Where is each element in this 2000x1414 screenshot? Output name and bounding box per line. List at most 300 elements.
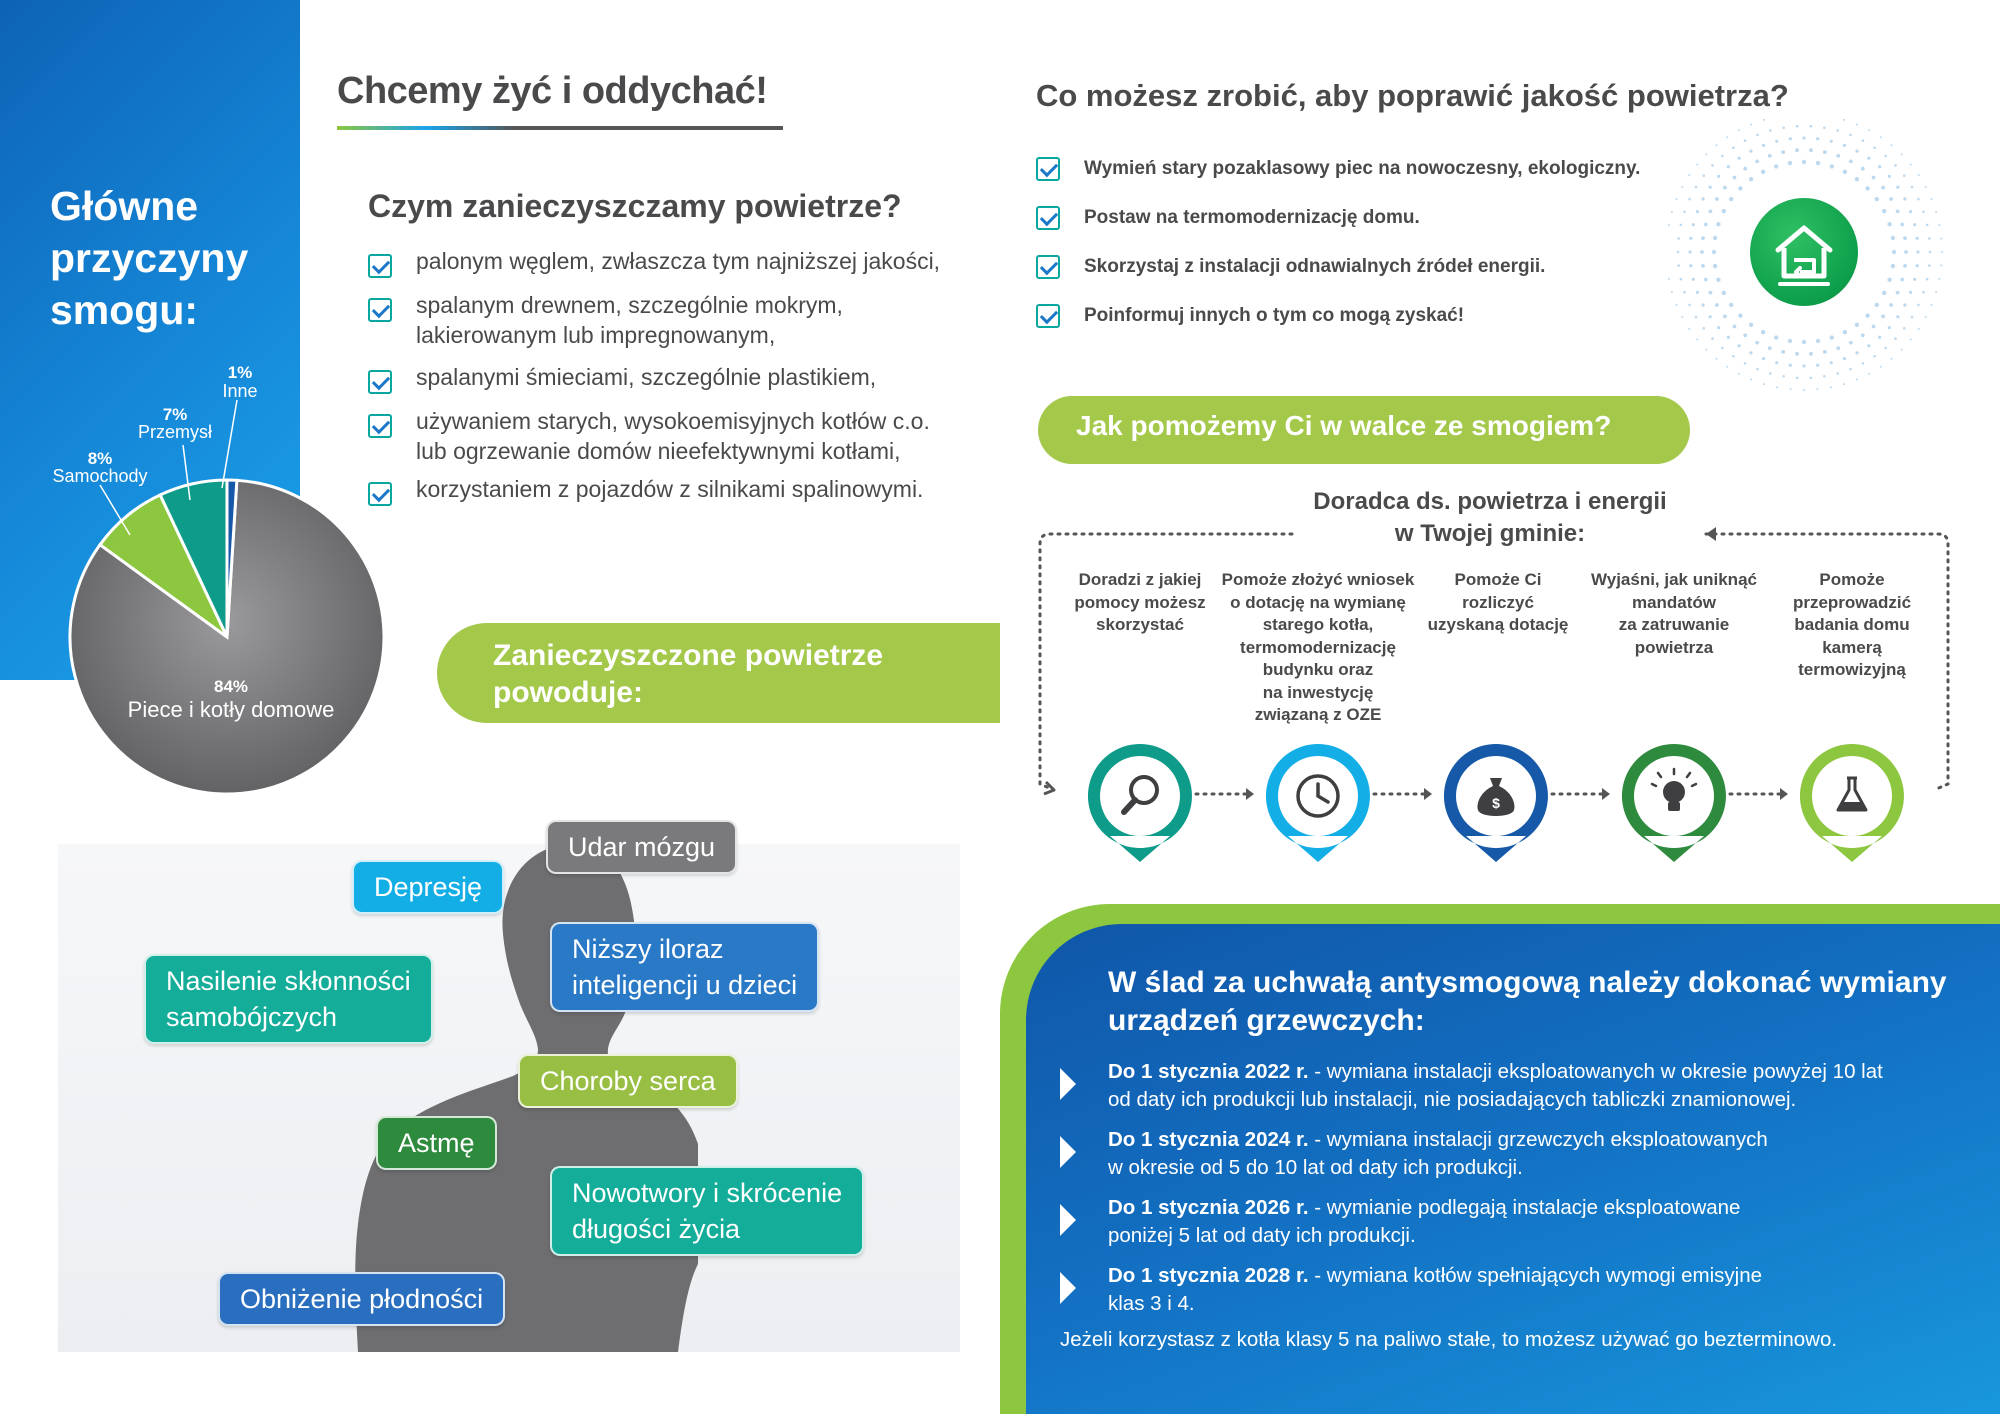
halo-dot: [1692, 223, 1695, 226]
halo-dot: [1917, 198, 1920, 201]
halo-dot: [1732, 355, 1735, 358]
halo-dot: [1709, 291, 1713, 295]
step-line: Pomoże Ci: [1454, 570, 1542, 589]
halo-dot: [1782, 126, 1785, 129]
main-title: Chcemy żyć i oddychać!: [337, 70, 768, 112]
regulation-text: od daty ich produkcji lub instalacji, nie posiadających tabliczki znamionowej.: [1108, 1088, 1797, 1111]
halo-dot: [1763, 119, 1765, 121]
list-item-text: spalanym drewnem, szczególnie mokrym,: [416, 292, 843, 318]
halo-dot: [1855, 323, 1859, 327]
step-line: mandatów: [1631, 592, 1717, 612]
halo-dot: [1903, 264, 1907, 268]
halo-dot: [1925, 186, 1927, 188]
halo-dot: [1802, 340, 1806, 344]
halo-dot: [1891, 264, 1895, 268]
halo-dot: [1892, 250, 1896, 254]
halo-dot: [1888, 326, 1891, 329]
halo-dot: [1721, 347, 1724, 350]
halo-dot: [1856, 124, 1858, 126]
halo-dot: [1896, 315, 1899, 318]
halo-dot: [1680, 224, 1683, 227]
smog-title-line: przyczyny: [50, 235, 249, 281]
halo-dot: [1688, 198, 1691, 201]
halo-dot: [1935, 291, 1937, 293]
halo-dot: [1918, 174, 1920, 176]
halo-dot: [1878, 336, 1881, 339]
triangle-right-icon: [1060, 1068, 1076, 1100]
halo-dot: [1695, 316, 1698, 319]
step-pin-money: [1444, 744, 1548, 862]
halo-dot: [1709, 210, 1713, 214]
halo-dot: [1903, 327, 1906, 330]
step-pin-flask: [1800, 744, 1904, 862]
halo-dot: [1875, 197, 1879, 201]
halo-dot: [1749, 323, 1753, 327]
health-effects-illustration: [58, 832, 960, 1352]
halo-dot: [1700, 250, 1704, 254]
halo-dot: [1774, 335, 1778, 339]
halo-dot: [1715, 303, 1719, 307]
halo-dot: [1830, 335, 1834, 339]
halo-dot: [1677, 264, 1680, 267]
halo-dot: [1809, 352, 1813, 356]
what-you-can-do-list: [1036, 144, 1676, 340]
halo-dot: [1862, 139, 1865, 142]
halo-dot: [1884, 347, 1887, 350]
halo-dot: [1796, 125, 1799, 128]
halo-dot: [1683, 211, 1686, 214]
halo-dot: [1702, 174, 1705, 177]
step-pin-search: [1088, 744, 1192, 862]
step-text-4: [1584, 569, 1764, 659]
pollution-sources-list: [368, 246, 988, 506]
list-item-text: spalanymi śmieciami, szczególnie plastikiem,: [416, 364, 877, 390]
halo-dot: [1940, 238, 1942, 240]
list-item-text: Skorzystaj z instalacji odnawialnych źródeł energii.: [1084, 255, 1546, 277]
effect-tag-suicidal: [144, 954, 433, 1044]
leader-line-inne: [222, 400, 237, 488]
halo-dot: [1896, 210, 1900, 214]
effect-tag-text: Choroby serca: [540, 1066, 716, 1096]
checkbox-icon: [368, 482, 392, 506]
checkbox-icon: [1036, 157, 1060, 181]
halo-dot: [1817, 388, 1819, 390]
halo-dot: [1873, 355, 1876, 358]
pie-label-pct-piece: 84%: [213, 677, 249, 696]
halo-dot: [1729, 197, 1733, 201]
regulation-text: - wymiana instalacji eksploatowanych w okresie powyżej 10 lat: [1308, 1060, 1883, 1083]
effect-tag-depression: [352, 860, 504, 914]
halo-dot: [1709, 186, 1712, 189]
regulation-date: Do 1 stycznia 2026 r.: [1108, 1196, 1309, 1219]
halo-dot: [1891, 144, 1893, 146]
halo-dot: [1761, 170, 1765, 174]
advisor-title-line: w Twojej gminie:: [1394, 520, 1586, 547]
what-you-can-do-title: Co możesz zrobić, aby poprawić jakość powietrza?: [1036, 78, 1789, 113]
effect-tag-cancer: [550, 1166, 864, 1256]
halo-dot: [1713, 236, 1717, 240]
pie-label-name-samochody: Samochody: [52, 466, 148, 486]
halo-dot: [1836, 372, 1839, 375]
halo-dot: [1903, 174, 1906, 177]
halo-dot: [1676, 198, 1678, 200]
halo-dot: [1836, 346, 1840, 350]
halo-dot: [1868, 129, 1870, 131]
effect-tag-text: samobójczych: [166, 1002, 338, 1032]
advisor-title-line: Doradca ds. powietrza i energii: [1313, 488, 1667, 515]
halo-dot: [1809, 148, 1813, 152]
halo-dot: [1882, 209, 1886, 213]
halo-dot: [1677, 251, 1680, 254]
halo-dot: [1738, 373, 1740, 375]
halo-dot: [1709, 315, 1712, 318]
halo-dot: [1738, 157, 1741, 160]
step-line: budynku oraz: [1262, 660, 1374, 679]
list-item: [368, 474, 988, 506]
halo-dot: [1872, 325, 1876, 329]
halo-dot: [1880, 366, 1882, 368]
halo-dot: [1715, 197, 1719, 201]
halo-dot: [1891, 236, 1895, 240]
pie-label-pct-inne: 1%: [227, 363, 253, 382]
checkbox-icon: [1036, 255, 1060, 279]
halo-dot: [1789, 364, 1792, 367]
halo-dot: [1891, 358, 1893, 360]
halo-dot: [1922, 211, 1925, 214]
halo-dot: [1867, 344, 1870, 347]
svg-text:$: $: [1492, 795, 1500, 811]
halo-dot: [1727, 165, 1730, 168]
halo-dot: [1688, 250, 1691, 253]
halo-dot: [1711, 164, 1714, 167]
halo-dot: [1823, 350, 1827, 354]
halo-dot: [1861, 167, 1865, 171]
how-we-help-banner: [1038, 396, 1690, 464]
halo-dot: [1887, 222, 1891, 226]
halo-dot: [1900, 223, 1904, 227]
halo-dot: [1875, 303, 1879, 307]
halo-dot: [1861, 333, 1865, 337]
list-item-text: korzystaniem z pojazdów z silnikami spalinowymi.: [416, 476, 924, 502]
checkbox-icon: [368, 298, 392, 322]
halo-dot: [1729, 303, 1733, 307]
halo-dot: [1680, 278, 1683, 281]
how-we-help-title: Jak pomożemy Ci w walce ze smogiem?: [1076, 410, 1612, 441]
halo-dot: [1762, 357, 1765, 360]
checkbox-icon: [1036, 206, 1060, 230]
checkbox-icon: [368, 254, 392, 278]
halo-dot: [1878, 165, 1881, 168]
halo-dot: [1781, 350, 1785, 354]
halo-dot: [1769, 129, 1772, 132]
effect-tag-text: inteligencji u dzieci: [572, 970, 798, 1000]
effect-tag-stroke: [546, 820, 737, 874]
halo-dot: [1776, 386, 1778, 388]
triangle-right-icon: [1060, 1204, 1076, 1236]
effect-tag-heart: [518, 1054, 738, 1108]
halo-dot: [1823, 150, 1827, 154]
halo-dot: [1796, 377, 1799, 380]
halo-dot: [1901, 349, 1903, 351]
step-line: pomocy możesz: [1074, 592, 1206, 612]
regulation-footer: Jeżeli korzystasz z kotła klasy 5 na paliwo stałe, to możesz używać go bezterminowo.: [1060, 1328, 1838, 1351]
halo-dot: [1716, 144, 1718, 146]
step-line: związaną z OZE: [1254, 705, 1382, 724]
halo-dot: [1716, 358, 1718, 360]
smog-title-line: Główne: [50, 183, 199, 229]
halo-dot: [1810, 125, 1813, 128]
halo-dot: [1903, 197, 1906, 200]
halo-dot: [1749, 177, 1753, 181]
halo-dot: [1802, 136, 1805, 139]
halo-dot: [1688, 304, 1691, 307]
halo-dot: [1705, 153, 1707, 155]
list-item: [368, 246, 988, 278]
halo-dot: [1756, 368, 1759, 371]
regulation-title: [1108, 964, 1968, 1040]
flow-arrow-left: [1044, 782, 1054, 794]
list-item: [368, 290, 988, 350]
flow-arrowhead: [1424, 788, 1432, 800]
halo-dot: [1756, 134, 1759, 137]
halo-dot: [1733, 325, 1737, 329]
list-item: [368, 362, 988, 394]
effect-tag-text: Nasilenie skłonności: [166, 966, 411, 996]
list-item-text: palonym węglem, zwłaszcza tym najniższej jakości,: [416, 248, 941, 274]
regulation-item: [1108, 1194, 1988, 1250]
halo-dot: [1781, 150, 1785, 154]
halo-dot: [1802, 160, 1806, 164]
regulation-box: [1000, 904, 2000, 1414]
halo-dot: [1788, 161, 1792, 165]
step-line: skorzystać: [1096, 615, 1184, 634]
halo-dot: [1865, 313, 1869, 317]
halo-dot: [1712, 250, 1716, 254]
step-line: termomodernizację: [1240, 637, 1396, 657]
regulation-date: Do 1 stycznia 2024 r.: [1108, 1128, 1309, 1151]
halo-dot: [1873, 146, 1876, 149]
halo-dot: [1738, 344, 1741, 347]
halo-dot: [1896, 291, 1900, 295]
list-item-text: Wymień stary pozaklasowy piec na nowoczesny, ekologiczny.: [1084, 157, 1641, 179]
step-line: Pomoże złożyć wniosek: [1221, 570, 1415, 589]
halo-dot: [1743, 167, 1747, 171]
list-item-text: Poinformuj innych o tym co mogą zyskać!: [1084, 304, 1465, 326]
halo-dot: [1830, 361, 1833, 364]
effect-tag-text: Niższy iloraz: [572, 934, 724, 964]
halo-dot: [1925, 316, 1927, 318]
halo-dot: [1743, 333, 1747, 337]
checkbox-icon: [368, 370, 392, 394]
halo-dot: [1717, 175, 1720, 178]
effect-tag-text: Nowotwory i skrócenie: [572, 1178, 843, 1208]
list-item: [1036, 291, 1676, 340]
halo-dot: [1843, 144, 1846, 147]
pie-label-name-inne: Inne: [222, 381, 258, 401]
effect-tag-lower-iq: [550, 922, 819, 1012]
halo-dot: [1896, 186, 1899, 189]
halo-dot: [1688, 328, 1690, 330]
regulation-text: - wymianie podlegają instalacje eksploatowane: [1308, 1196, 1741, 1219]
halo-dot: [1733, 176, 1737, 180]
halo-dot: [1911, 186, 1914, 189]
halo-dot: [1935, 211, 1937, 213]
halo-dot: [1744, 139, 1747, 142]
halo-dot: [1789, 137, 1792, 140]
halo-dot: [1855, 177, 1859, 181]
halo-dot: [1702, 303, 1705, 306]
halo-dot: [1692, 278, 1695, 281]
effect-tag-text: Depresję: [374, 872, 483, 902]
halo-dot: [1723, 186, 1727, 190]
effect-tag-text: Udar mózgu: [568, 832, 716, 862]
halo-dot: [1872, 176, 1876, 180]
halo-dot: [1696, 291, 1699, 294]
list-item: [1036, 193, 1676, 242]
halo-dot: [1910, 339, 1912, 341]
halo-dot: [1900, 278, 1904, 282]
step-line: za zatruwanie: [1618, 615, 1730, 634]
step-text-1: [1050, 569, 1230, 637]
halo-dot: [1732, 146, 1735, 149]
halo-dot: [1830, 386, 1832, 388]
halo-dot: [1941, 251, 1943, 253]
regulation-text: klas 3 i 4.: [1108, 1292, 1195, 1315]
step-line: Doradzi z jakiej: [1078, 570, 1202, 589]
halo-dot: [1816, 161, 1820, 165]
halo-dot: [1750, 379, 1752, 381]
halo-dot: [1856, 379, 1858, 381]
halo-dot: [1901, 153, 1903, 155]
halo-dot: [1721, 155, 1724, 158]
effect-tag-text: Astmę: [398, 1128, 475, 1158]
regulation-title-line: urządzeń grzewczych:: [1108, 1004, 1425, 1037]
halo-dot: [1830, 140, 1833, 143]
step-pin-clock: [1266, 744, 1370, 862]
halo-dot: [1696, 164, 1698, 166]
regulation-text: - wymiana kotłów spełniających wymogi emisyjne: [1308, 1264, 1763, 1287]
halo-dot: [1887, 278, 1891, 282]
flow-arrowhead: [1246, 788, 1254, 800]
effect-tag-asthma: [376, 1116, 497, 1170]
halo-dot: [1894, 164, 1897, 167]
step-line: badania domu: [1794, 615, 1910, 634]
halo-dot: [1868, 373, 1870, 375]
halo-dot: [1683, 291, 1686, 294]
halo-dot: [1750, 124, 1752, 126]
halo-dot: [1911, 316, 1914, 319]
halo-dot: [1938, 278, 1940, 280]
halo-dot: [1749, 150, 1752, 153]
step-line: powietrza: [1634, 637, 1714, 657]
halo-dot: [1671, 211, 1673, 213]
halo-dot: [1888, 175, 1891, 178]
halo-dot: [1917, 304, 1920, 307]
halo-dot: [1681, 186, 1683, 188]
halo-dot: [1671, 291, 1673, 293]
list-item: [1036, 242, 1676, 291]
halo-dot: [1810, 377, 1813, 380]
halo-dot: [1823, 375, 1826, 378]
halo-dot: [1913, 223, 1916, 226]
halo-dot: [1722, 291, 1726, 295]
halo-dot: [1928, 237, 1931, 240]
halo-dot: [1916, 250, 1919, 253]
halo-dot: [1689, 237, 1692, 240]
halo-dot: [1931, 198, 1933, 200]
flow-arrowhead: [1602, 788, 1610, 800]
effects-banner-line: Zanieczyszczone powietrze: [493, 639, 884, 672]
halo-dot: [1849, 368, 1852, 371]
regulation-text: - wymiana instalacji grzewczych eksploatowanych: [1308, 1128, 1768, 1151]
halo-dot: [1843, 119, 1845, 121]
halo-dot: [1711, 337, 1714, 340]
halo-dot: [1717, 326, 1720, 329]
step-line: przeprowadzić: [1792, 592, 1912, 612]
halo-dot: [1738, 186, 1742, 190]
regulation-item: [1108, 1058, 1988, 1114]
step-text-2: [1214, 569, 1422, 727]
halo-dot: [1928, 264, 1931, 267]
halo-dot: [1723, 315, 1727, 319]
halo-dot: [1881, 186, 1885, 190]
flow-arrow-right: [1706, 527, 1716, 541]
halo-dot: [1755, 160, 1759, 164]
halo-dot: [1782, 375, 1785, 378]
halo-dot: [1926, 278, 1929, 281]
halo-dot: [1681, 316, 1683, 318]
smog-causes-title: [50, 180, 290, 336]
halo-dot: [1701, 264, 1705, 268]
halo-dot: [1889, 303, 1893, 307]
halo-dot: [1926, 224, 1929, 227]
halo-dot: [1702, 197, 1705, 200]
halo-dot: [1816, 364, 1819, 367]
step-line: na inwestycję: [1262, 682, 1374, 702]
effect-tag-text: Obniżenie płodności: [240, 1284, 484, 1314]
effects-banner: [437, 623, 1000, 723]
halo-dot: [1677, 237, 1680, 240]
step-pin-lightbulb: [1622, 744, 1726, 862]
halo-dot: [1843, 357, 1846, 360]
halo-dot: [1768, 154, 1772, 158]
list-item-text: lub ogrzewanie domów nieefektywnymi kotłami,: [416, 438, 901, 464]
halo-dot: [1668, 224, 1670, 226]
halo-dot: [1763, 383, 1765, 385]
halo-dot: [1922, 291, 1925, 294]
regulation-title-line: W ślad za uchwałą antysmogową należy dokonać wymiany: [1108, 966, 1947, 999]
halo-dot: [1909, 291, 1912, 294]
halo-dot: [1929, 251, 1932, 254]
halo-dot: [1938, 224, 1940, 226]
halo-dot: [1788, 339, 1792, 343]
halo-dot: [1836, 129, 1839, 132]
halo-dot: [1803, 389, 1805, 391]
halo-dot: [1716, 278, 1720, 282]
halo-dot: [1726, 366, 1728, 368]
halo-dot: [1849, 160, 1853, 164]
step-text-5: [1762, 569, 1942, 682]
halo-dot: [1909, 210, 1912, 213]
step-line: kamerą: [1822, 637, 1882, 657]
halo-dot: [1823, 126, 1826, 129]
pie-label-pct-samochody: 8%: [87, 449, 113, 468]
halo-dot: [1816, 339, 1820, 343]
halo-dot: [1790, 388, 1792, 390]
flow-arrowhead: [1780, 788, 1788, 800]
halo-dot: [1775, 140, 1778, 143]
halo-dot: [1867, 157, 1870, 160]
